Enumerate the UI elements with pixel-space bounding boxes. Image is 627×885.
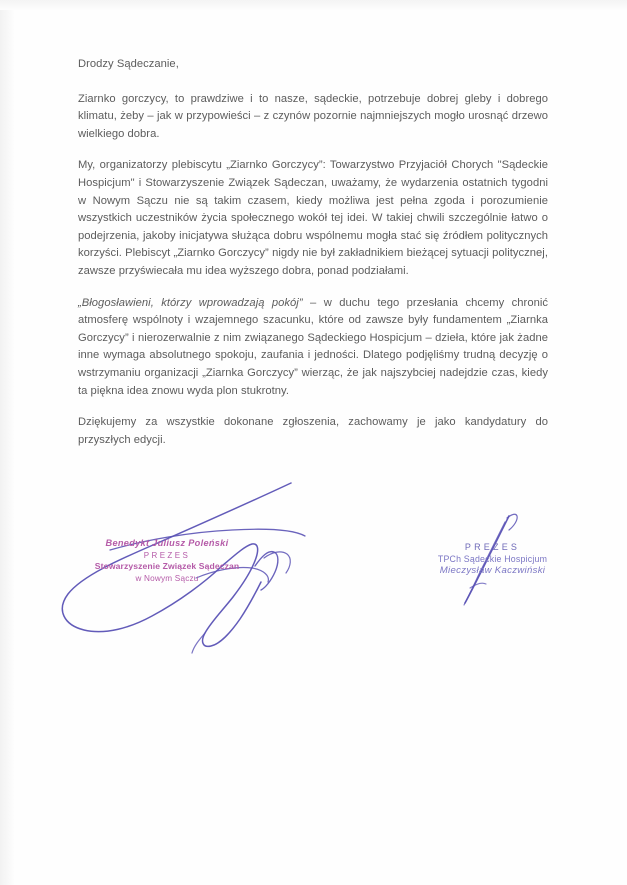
paragraph-2: My, organizatorzy plebiscytu „Ziarnko Gorczycy”: Towarzystwo Przyjaciół Chorych "Sądeckie Hospicjum" i Stowarzyszenie Związek Sądeczan, uważamy, że wydarzenia ostatnich tygodni w Nowym Sączu nie są takim czasem, kiedy możliwa jest pełna zgoda i porozumienie wszystkich uczestników życia społecznego wokół tej idei. W takiej chwili szczególnie łatwo o podejrzenia, jakoby inicjatywa służąca dobru wspólnemu mogła stać się źródłem politycznych korzyści. Plebiscyt „Ziarnko Gorczycy” nigdy nie był zakładnikiem bieżącej sytuacji politycznej, zawsze przyświecała mu idea wyższego dobra, ponad podziałami. xyxy=(78,159,548,277)
left-signer-organization: Stowarzyszenie Związek Sądeczan xyxy=(94,561,240,571)
right-signer-role: PREZES xyxy=(464,542,521,552)
left-signer-role: PREZES xyxy=(143,550,191,560)
left-signer-name: Benedykt Juliusz Poleński xyxy=(105,538,229,548)
beatitude-quote: „Błogosławieni, którzy wprowadzają pokój” xyxy=(78,296,303,309)
left-signer-city: w Nowym Sączu xyxy=(135,573,199,583)
letter-body xyxy=(78,56,548,449)
salutation: Drodzy Sądeczanie, xyxy=(78,58,179,70)
paragraph-1: Ziarnko gorczycy, to prawdziwe i to nasze, sądeckie, potrzebuje dobrej gleby i dobrego klimatu, żeby – jak w przypowieści – z czynów pozornie najmniejszych mogło urosnąć drzewo wielkiego dobra. xyxy=(78,92,548,140)
right-signer-name: Mieczysław Kaczwiński xyxy=(439,565,546,576)
closing-paragraph: Dziękujemy za wszystkie dokonane zgłoszenia, zachowamy je jako kandydatury do przyszłych edycji. xyxy=(78,416,548,446)
scan-edge-top xyxy=(0,0,627,10)
paragraph-3-rest: – w duchu tego przesłania chcemy chronić atmosferę wspólnoty i wzajemnego szacunku, które od zawsze były fundamentem „Ziarnka Gorczycy” i nierozerwalnie z nim związanego Sądeckiego Hospicjum – dzieła, które jak żadne inne wymaga absolutnego spokoju, zaufania i jedności. Dlatego podjęliśmy trudną decyzję o wstrzymaniu organizacji „Ziarnka Gorczycy” wierząc, że jak najszybciej nadejdzie czas, kiedy ta piękna idea znowu wyda plon stukrotny. xyxy=(78,296,549,397)
signature-block-left xyxy=(62,538,272,584)
signature-block-right xyxy=(400,542,585,577)
paragraph-3 xyxy=(78,295,548,401)
scan-edge-left xyxy=(0,0,14,885)
right-signer-organization: TPCh Sądeckie Hospicjum xyxy=(437,553,548,564)
signature-area xyxy=(0,470,627,670)
